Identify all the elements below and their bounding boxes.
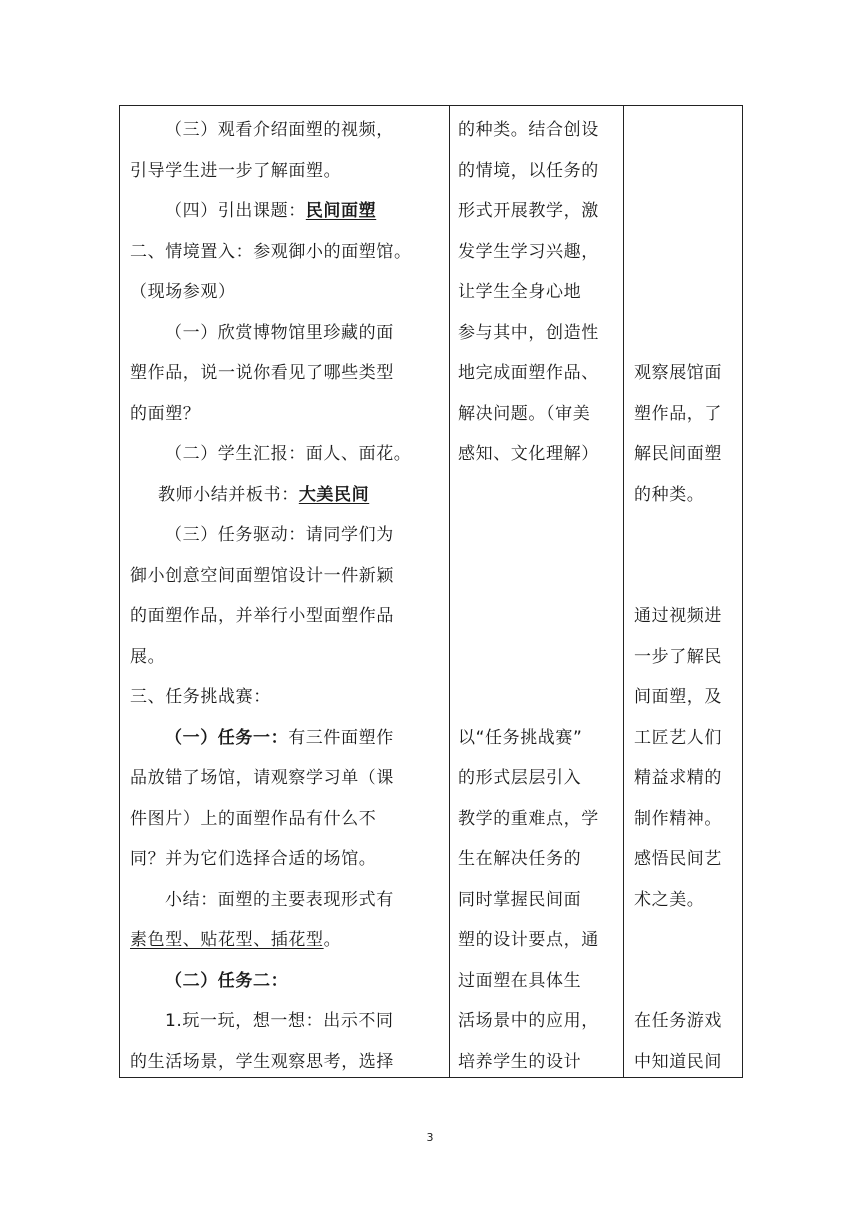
intent-line: 教学的重难点，学: [458, 808, 599, 829]
line-text: 塑作品，说一说你看见了哪些类型: [130, 363, 394, 383]
line-text: 三、任务挑战赛：: [130, 687, 271, 707]
intent-line: 解决问题。（审美: [458, 403, 591, 424]
process-line: [165, 120, 394, 140]
line-text: 引导学生进一步了解面塑。: [130, 160, 342, 181]
process-line: [165, 525, 394, 545]
process-line: [165, 728, 394, 748]
process-line: [165, 890, 394, 910]
intent-line: 地完成面塑作品、: [458, 363, 599, 383]
intent-line: 发学生学习兴趣，: [458, 241, 599, 262]
goal-column: [624, 106, 742, 1077]
intent-line: 的情境，以任务的: [458, 160, 599, 181]
intent-line: 同时掌握民间面: [458, 889, 582, 910]
line-text: （现场参观）: [130, 282, 236, 302]
goal-line: 一步了解民: [634, 646, 722, 667]
process-line: [130, 930, 341, 950]
intent-line: 过面塑在具体生: [458, 970, 582, 991]
page-number: 3: [426, 1131, 434, 1144]
process-line: [158, 485, 369, 505]
process-line: [130, 566, 394, 586]
intent-line: 形式开展教学，激: [458, 201, 599, 221]
goal-line: 工匠艺人们: [634, 727, 722, 748]
line-text: 教师小结并板书：: [158, 484, 299, 505]
line-text: （二）学生汇报：面人、面花。: [165, 444, 412, 464]
line-text: 同？并为它们选择合适的场馆。: [130, 849, 377, 869]
line-text: 二、情境置入：参观御小的面塑馆。: [130, 241, 412, 262]
process-line: [130, 606, 394, 626]
lesson-plan-table: [119, 105, 743, 1078]
goal-line: 在任务游戏: [634, 1011, 722, 1031]
line-text: 品放错了场馆，请观察学习单（课: [130, 768, 394, 788]
line-text: （三）任务驱动：请同学们为: [165, 525, 394, 545]
goal-line: 解民间面塑: [634, 444, 722, 464]
process-line: [130, 647, 165, 667]
goal-line: 制作精神。: [634, 808, 722, 829]
line-text: 的面塑？: [130, 403, 201, 424]
design-intent-column: [450, 106, 623, 1077]
intent-line: 以“任务挑战赛”: [458, 727, 583, 748]
goal-line: 感悟民间艺: [634, 849, 722, 869]
process-line: [130, 242, 412, 262]
intent-line: 让学生全身心地: [458, 282, 582, 302]
line-text: 展。: [130, 646, 166, 667]
process-line: [130, 363, 394, 383]
underlined-term: 民间面塑: [305, 201, 377, 221]
bold-heading: （一）任务一：: [165, 727, 289, 748]
process-line: [165, 971, 288, 991]
process-line: [165, 1011, 394, 1031]
goal-line: 中知道民间: [634, 1051, 722, 1072]
intent-line: 培养学生的设计: [458, 1051, 582, 1072]
process-line: [165, 444, 411, 464]
goal-line: 的种类。: [634, 484, 705, 505]
intent-line: 的形式层层引入: [458, 768, 582, 788]
underlined-term: 素色型、贴花型、插花型: [130, 930, 324, 950]
line-text: 的生活场景，学生观察思考，选择: [130, 1051, 394, 1072]
intent-line: 参与其中，创造性: [458, 322, 599, 343]
process-line: [130, 282, 236, 302]
line-text: 有三件面塑作: [288, 727, 394, 748]
line-text: 的面塑作品，并举行小型面塑作品: [130, 606, 394, 626]
line-text: 件图片）上的面塑作品有什么不: [130, 808, 377, 829]
process-line: [130, 404, 200, 424]
intent-line: 塑的设计要点，通: [458, 930, 599, 950]
underlined-term: 大美民间: [298, 484, 370, 505]
goal-line: 通过视频进: [634, 606, 722, 626]
line-text: 小结：面塑的主要表现形式有: [165, 889, 394, 910]
line-text: 御小创意空间面塑馆设计一件新颖: [130, 565, 394, 586]
goal-line: 术之美。: [634, 889, 705, 910]
process-line: [165, 323, 394, 343]
intent-line: 的种类。结合创设: [458, 120, 599, 140]
process-line: [130, 768, 394, 788]
goal-line: 观察展馆面: [634, 363, 722, 383]
bold-heading: （二）任务二：: [165, 970, 289, 991]
intent-line: 活场景中的应用，: [458, 1011, 599, 1031]
line-text: （四）引出课题：: [165, 201, 306, 221]
intent-line: 感知、文化理解）: [458, 444, 599, 464]
goal-line: 精益求精的: [634, 768, 722, 788]
intent-line: 生在解决任务的: [458, 849, 582, 869]
goal-line: 塑作品，了: [634, 403, 722, 424]
line-text: （三）观看介绍面塑的视频，: [165, 120, 394, 140]
goal-line: 间面塑，及: [634, 687, 722, 707]
line-text: 1.玩一玩，想一想：出示不同: [165, 1011, 394, 1031]
process-line: [165, 201, 376, 221]
process-line: [130, 849, 376, 869]
process-line: [130, 1052, 394, 1072]
process-line: [130, 687, 271, 707]
line-text: 。: [323, 930, 342, 950]
line-text: （一）欣赏博物馆里珍藏的面: [165, 322, 394, 343]
process-line: [130, 161, 341, 181]
teaching-process-column: [120, 106, 449, 1077]
process-line: [130, 809, 376, 829]
